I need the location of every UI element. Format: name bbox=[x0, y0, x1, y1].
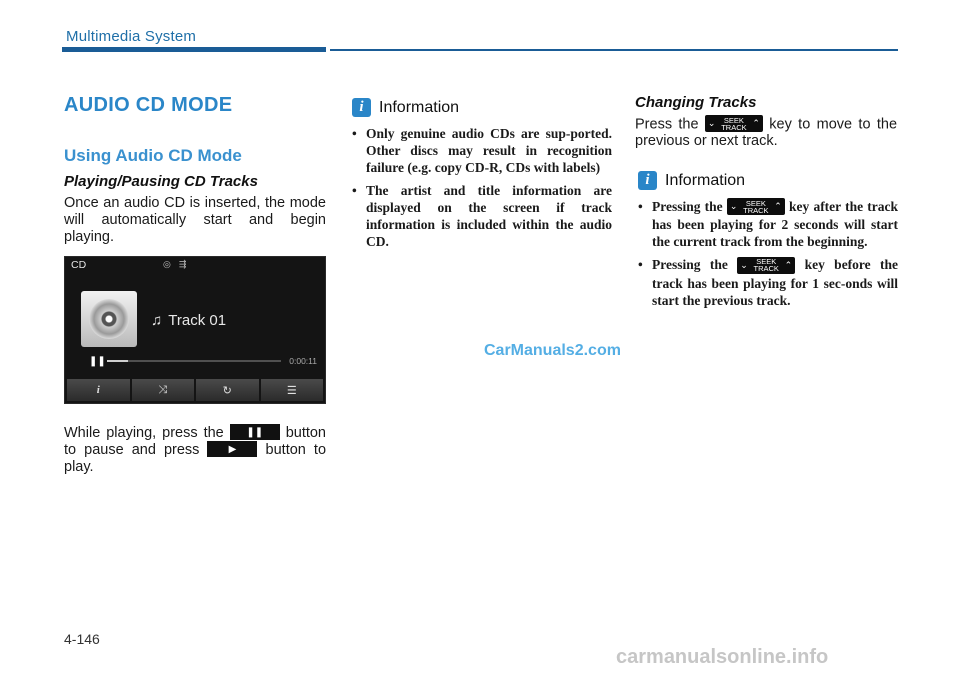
cd-mode-label: CD bbox=[71, 259, 87, 271]
info-bullet bbox=[638, 198, 898, 250]
seek-track-key bbox=[705, 115, 763, 132]
music-note-icon: ♫ bbox=[151, 312, 163, 329]
changing-heading: Changing Tracks bbox=[635, 94, 757, 111]
info-icon: i bbox=[352, 98, 371, 117]
disc-icon bbox=[89, 299, 129, 339]
bullet-text: Pressing the bbox=[652, 257, 728, 273]
changing-text bbox=[635, 116, 897, 150]
footer-watermark: carmanualsonline.info bbox=[616, 646, 829, 668]
pause-icon[interactable]: ❚❚ bbox=[89, 355, 106, 367]
header-rule bbox=[330, 49, 898, 51]
section-title: AUDIO CD MODE bbox=[64, 94, 233, 116]
pause-text-2: button to pause and press bbox=[64, 425, 327, 458]
repeat-button[interactable] bbox=[196, 379, 259, 401]
seek-key-label: SEEK TRACK bbox=[753, 257, 779, 274]
watermark: CarManuals2.com bbox=[484, 342, 621, 359]
chevron-down-icon: ⌄ bbox=[707, 118, 716, 128]
info-bullets bbox=[638, 198, 898, 309]
chevron-up-icon: ⌃ bbox=[784, 259, 793, 270]
chevron-up-icon: ⌃ bbox=[774, 201, 782, 212]
bullet-text: key before the track has been playing for 1 sec-onds will start the previous track. bbox=[652, 257, 899, 308]
info-icon: i bbox=[638, 171, 657, 190]
chevron-up-icon: ⌃ bbox=[752, 118, 760, 128]
progress-row bbox=[89, 355, 317, 367]
play-icon: ▶ bbox=[228, 443, 237, 455]
header-title: Multimedia System bbox=[66, 28, 197, 45]
album-art bbox=[81, 291, 137, 347]
seek-track-key bbox=[727, 198, 785, 215]
screen-button-bar bbox=[67, 379, 323, 401]
progress-bar[interactable] bbox=[107, 360, 281, 362]
list-icon: ☰ bbox=[286, 384, 297, 397]
cd-screen bbox=[64, 256, 326, 404]
info-block-1 bbox=[352, 98, 612, 256]
pause-button-graphic bbox=[230, 424, 280, 440]
playing-heading: Playing/Pausing CD Tracks bbox=[64, 173, 258, 190]
info-bullet: • The artist and title information are displayed on the screen if track information is included within the audio CD. bbox=[352, 182, 612, 250]
track-title bbox=[151, 312, 226, 329]
list-button[interactable] bbox=[261, 379, 324, 401]
subsection-title: Using Audio CD Mode bbox=[64, 146, 242, 165]
info-bullet bbox=[638, 256, 898, 308]
page-number: 4-146 bbox=[64, 631, 100, 647]
disc-status-icon: ◎ bbox=[163, 259, 171, 269]
info-icon: i bbox=[96, 384, 100, 396]
chevron-down-icon: ⌄ bbox=[729, 201, 738, 212]
info-heading-row bbox=[352, 98, 612, 117]
screen-status-bar bbox=[65, 257, 325, 273]
usb-icon: ⇶ bbox=[178, 259, 187, 269]
info-heading: Information bbox=[665, 171, 746, 189]
bullet-text: Pressing the bbox=[652, 199, 723, 214]
info-bullet: • Only genuine audio CDs are sup-ported. Other discs may result in recognition failure (e.g. copy CD-R, CDs with labels) bbox=[352, 125, 612, 176]
info-block-2 bbox=[638, 171, 898, 315]
elapsed-time: 0:00:11 bbox=[289, 356, 317, 366]
shuffle-button[interactable] bbox=[132, 379, 195, 401]
seek-track-key bbox=[737, 257, 795, 274]
info-bullets bbox=[352, 125, 612, 250]
playing-intro: Once an audio CD is inserted, the mode will automatically start and begin playing. bbox=[64, 195, 326, 245]
track-label: Track 01 bbox=[168, 312, 227, 329]
seek-key-label: SEEK TRACK bbox=[743, 198, 769, 215]
pause-icon: ❚❚ bbox=[246, 426, 264, 438]
pause-text-1: While playing, press the bbox=[64, 425, 224, 441]
info-heading-row bbox=[638, 171, 898, 190]
pause-instructions bbox=[64, 425, 326, 476]
info-heading: Information bbox=[379, 98, 460, 116]
chevron-down-icon: ⌄ bbox=[740, 259, 748, 270]
bullet-text: key after the track has been playing for 2 seconds will start the current track from the beginning. bbox=[652, 199, 898, 250]
shuffle-icon: ⤨ bbox=[158, 383, 168, 396]
info-button[interactable] bbox=[67, 379, 130, 401]
changing-text-2: key to move to the previous or next track. bbox=[635, 116, 898, 150]
repeat-icon: ↻ bbox=[222, 384, 232, 397]
seek-key-label: SEEK TRACK bbox=[721, 115, 747, 132]
progress-fill bbox=[107, 360, 128, 362]
play-button-graphic bbox=[207, 441, 257, 457]
status-icons bbox=[163, 259, 186, 270]
changing-text-1: Press the bbox=[635, 116, 699, 133]
header-bar bbox=[62, 47, 326, 52]
pause-text-3: button to play. bbox=[64, 442, 327, 475]
